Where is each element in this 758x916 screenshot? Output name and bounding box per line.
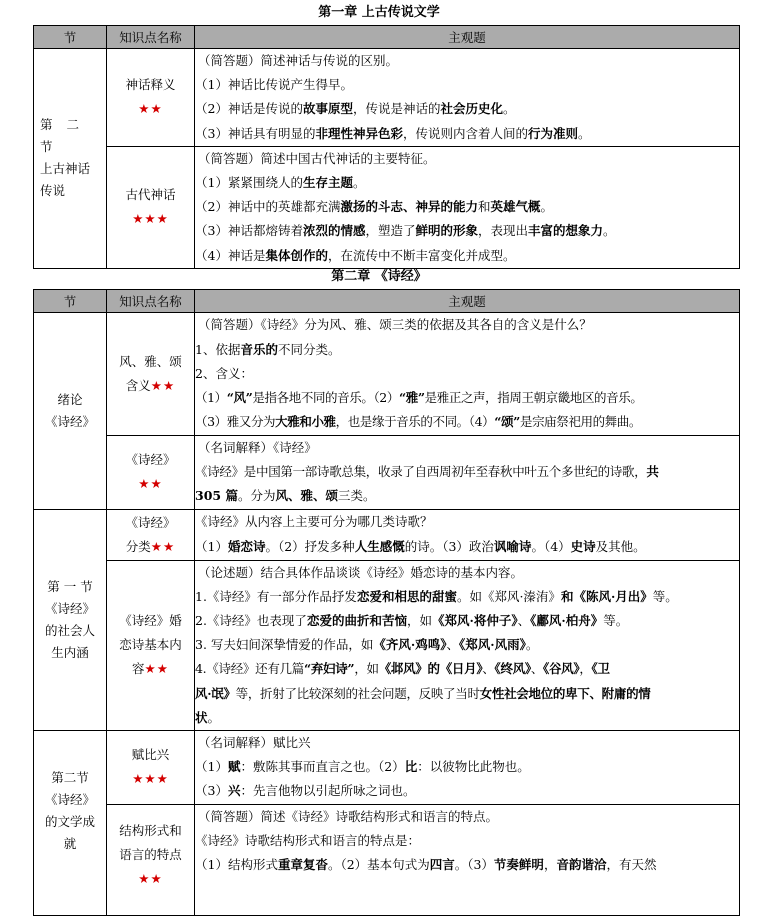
knowledge-point-cell (107, 313, 195, 436)
question-text: （简答题）简述中国古代神话的主要特征。 (198, 150, 436, 166)
section-label: 的社会人 (44, 622, 95, 638)
knowledge-point-name: 神话释义 (125, 77, 176, 93)
rating-stars: ★★ (150, 378, 176, 393)
question-cell (195, 804, 740, 915)
table-row (34, 731, 740, 805)
answer-line: （3）雅又分为大雅和小雅，也是缘于音乐的不同。（4）“颂”是宗庙祭祀用的舞曲。 (195, 414, 641, 430)
table-row (34, 804, 740, 915)
table-row (34, 560, 740, 730)
question-text: （名词解释）《诗经》 (198, 440, 317, 455)
section-label: 第 二 节 (40, 117, 84, 155)
header-subjective-question: 主观题 (195, 290, 740, 313)
answer-line: （1）神话比传说产生得早。 (195, 77, 353, 93)
knowledge-point-name: 结构形式和 (119, 822, 182, 838)
section-label: 《诗经》 (44, 600, 95, 616)
header-section: 节 (34, 290, 107, 313)
answer-line: （4）神话是集体创作的，在流传中不断丰富变化并成型。 (195, 247, 516, 263)
knowledge-point-cell (107, 436, 195, 510)
knowledge-point-name: 容★★ (132, 661, 169, 677)
rating-stars: ★★ (150, 538, 176, 554)
table-row (34, 49, 740, 147)
answer-line: （1）赋：敷陈其事而直言之也。（2）比：以彼物比此物也。 (195, 759, 530, 775)
header-knowledge-point: 知识点名称 (107, 290, 195, 313)
answer-line: （3）神话具有明显的非理性神异色彩，传说则内含着人间的行为准则。 (195, 125, 591, 141)
knowledge-point-name: 风、雅、颂 (119, 354, 182, 369)
knowledge-point-name: 含义★★ (125, 378, 176, 393)
table-header-row (34, 290, 740, 313)
section-label: 就 (63, 836, 77, 852)
knowledge-point-name: 语言的特点 (119, 846, 182, 862)
knowledge-point-name: 《诗经》 (125, 514, 176, 530)
question-cell (195, 49, 740, 147)
header-subjective-question: 主观题 (195, 26, 740, 49)
answer-line: 状。 (195, 709, 221, 725)
answer-line: 2.《诗经》也表现了恋爱的曲折和苦恼，如《郑风·将仲子》、《鄘风·柏舟》等。 (195, 613, 629, 629)
answer-line: （2）神话中的英雄都充满激扬的斗志、神异的能力和英雄气概。 (195, 199, 554, 215)
answer-line: 2、含义： (195, 365, 253, 381)
knowledge-point-name: 古代神话 (125, 187, 176, 203)
knowledge-point-name: 《诗经》婚 (119, 613, 182, 629)
answer-line: 《诗经》是中国第一部诗歌总集，收录了自西周初年至春秋中叶五个多世纪的诗歌，共 (195, 464, 659, 480)
answer-line: 4.《诗经》还有几篇“弃妇诗”，如《邶风》的《日月》、《终风》、《谷风》，《卫 (195, 661, 610, 677)
knowledge-point-cell (107, 509, 195, 560)
question-cell (195, 313, 740, 436)
answer-line: 风·氓》等，折射了比较深刻的社会问题，反映了当时女性社会地位的卑下、附庸的情 (195, 685, 651, 701)
section-label: 第二节 (51, 770, 89, 786)
question-text: （简答题）《诗经》分为风、雅、颂三类的依据及其各自的含义是什么？ (198, 317, 592, 333)
section-label: 第 一 节 (47, 578, 93, 594)
chapter1-title: 第一章 上古传说文学 (318, 5, 440, 20)
chapter2-title: 第二章 《诗经》 (331, 269, 427, 284)
answer-line: 3. 写夫妇间深挚情爱的作品，如《齐风·鸡鸣》、《郑风·风雨》。 (195, 637, 539, 653)
header-section: 节 (34, 26, 107, 49)
question-cell (195, 560, 740, 730)
table-row (34, 509, 740, 560)
rating-stars: ★★ (138, 101, 163, 117)
knowledge-point-cell (107, 804, 195, 915)
section-label: 《诗经》 (44, 792, 95, 808)
knowledge-point-cell (107, 146, 195, 268)
answer-line: （3）兴：先言他物以引起所咏之词也。 (195, 783, 416, 799)
answer-line: 305 篇。分为风、雅、颂三类。 (195, 488, 376, 504)
table-row (34, 436, 740, 510)
chapter1-table (33, 25, 740, 269)
section-label: 生内涵 (51, 644, 89, 660)
section-cell (34, 313, 107, 510)
rating-stars: ★★★ (132, 771, 169, 787)
answer-line: （2）神话是传说的故事原型，传说是神话的社会历史化。 (195, 101, 516, 117)
knowledge-point-name: 恋诗基本内 (119, 637, 182, 653)
header-knowledge-point: 知识点名称 (107, 26, 195, 49)
section-label: 的文学成 (44, 814, 95, 830)
table-row (34, 146, 740, 268)
section-cell (34, 49, 107, 269)
answer-line: 1、依据音乐的不同分类。 (195, 341, 341, 357)
rating-stars: ★★ (138, 870, 163, 886)
question-cell (195, 731, 740, 805)
question-text: （简答题）简述神话与传说的区别。 (198, 53, 399, 68)
knowledge-point-name: 赋比兴 (131, 747, 170, 763)
question-cell (195, 146, 740, 268)
question-cell (195, 436, 740, 510)
section-label: 《诗经》 (44, 413, 95, 429)
answer-line: （1）“风”是指各地不同的音乐。（2）“雅”是雅正之声，指周王朝京畿地区的音乐。 (195, 390, 643, 406)
knowledge-point-cell (107, 49, 195, 147)
answer-line: （3）神话都熔铸着浓烈的情感，塑造了鲜明的形象，表现出丰富的想象力。 (195, 223, 616, 239)
rating-stars: ★★★ (132, 211, 169, 227)
question-text: （简答题）简述《诗经》诗歌结构形式和语言的特点。 (198, 808, 499, 824)
section-label: 传说 (40, 183, 66, 199)
answer-line: 1.《诗经》有一部分作品抒发恋爱和相思的甜蜜。如《郑风·溱洧》和《陈风·月出》等。 (195, 588, 678, 604)
rating-stars: ★★ (138, 476, 163, 492)
question-text: （论述题）结合具体作品谈谈《诗经》婚恋诗的基本内容。 (198, 564, 524, 580)
table-row (34, 313, 740, 436)
question-text: 《诗经》从内容上主要可分为哪几类诗歌？ (195, 514, 433, 530)
chapter2-table (33, 289, 740, 916)
section-label: 绪论 (57, 391, 83, 407)
section-cell (34, 509, 107, 730)
answer-line: （1）紧紧围绕人的生存主题。 (195, 175, 366, 191)
answer-line: （1）结构形式重章复沓。（2）基本句式为四言。（3）节奏鲜明，音韵谐洽，有天然 (195, 857, 657, 873)
rating-stars: ★★ (144, 661, 169, 677)
section-label: 上古神话 (40, 161, 91, 177)
knowledge-point-cell (107, 560, 195, 730)
section-cell (34, 731, 107, 916)
knowledge-point-cell (107, 731, 195, 805)
answer-line: （1）婚恋诗。（2）抒发多种人生感慨的诗。（3）政治讽喻诗。（4）史诗及其他。 (195, 538, 646, 554)
answer-line: 《诗经》诗歌结构形式和语言的特点是： (195, 832, 421, 848)
question-text: （名词解释）赋比兴 (198, 735, 311, 751)
knowledge-point-name: 《诗经》 (125, 452, 176, 468)
question-cell (195, 509, 740, 560)
knowledge-point-name: 分类★★ (125, 538, 176, 554)
table-header-row (34, 26, 740, 49)
